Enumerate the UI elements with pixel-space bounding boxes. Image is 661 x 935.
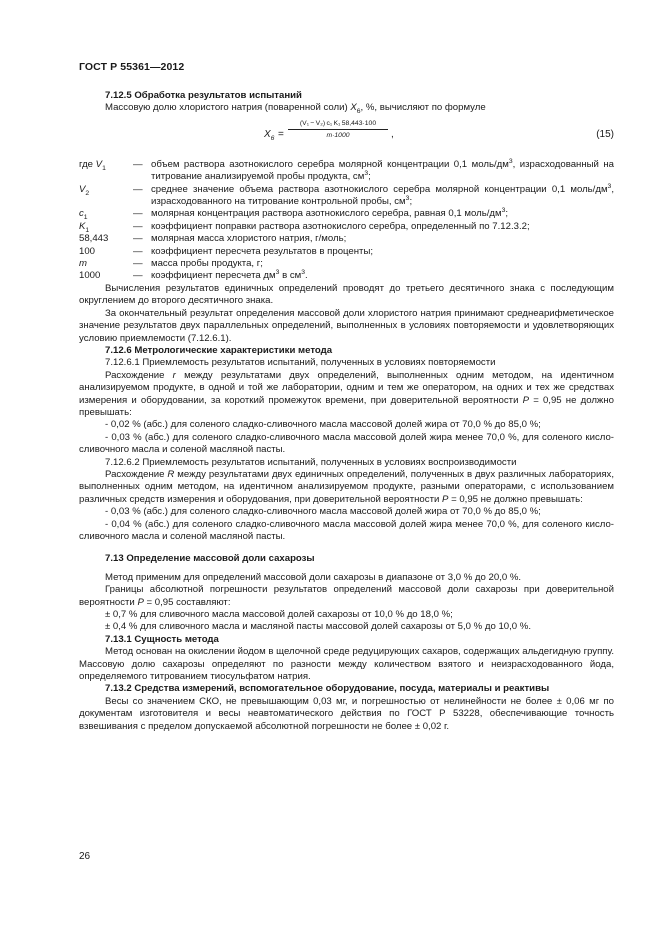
document-header: ГОСТ Р 55361—2012 <box>79 61 185 73</box>
list-item: - 0,04 % (абс.) для соленого сладко-сливочного масла массовой долей жира менее 70,0 %, для соленого кисло-сливочного масла и соленой масляной пасты. <box>79 518 614 542</box>
definitions-list <box>79 159 614 283</box>
paragraph-scales: Весы со значением СКО, не превышающим 0,03 мг, и погрешностью от нелинейности не более ± 0,06 мг по документам изготовителя и весы неавтоматического действия по ГОСТ Р 53228, обеспечивающие точность взвешивания с пределом допускаемой абсолютной погрешности не более ± 0,02 г. <box>79 695 614 732</box>
definition-row: 1000 — коэффициент пересчета $дм^3$ в $см^3$. <box>79 269 308 282</box>
formula-fraction <box>288 119 388 140</box>
definition-row: где $V_1$ — объем раствора азотнокислого серебра молярной концентрации 0,1 моль/$дм^3$, израсходованный на титрование анализируемой пробы продукта, $см^3$; <box>79 157 615 183</box>
formula-denominator: m·1000 <box>326 131 350 139</box>
formula-lhs: $X_6$ <box>264 128 275 142</box>
section-7-13-2-title: 7.13.2 Средства измерений, вспомогательное оборудование, посуда, материалы и реактивы <box>105 683 550 695</box>
paragraph-calculation: Вычисления результатов единичных определений проводят до третьего десятичного знака с последующим округлением до второго десятичного знака. <box>79 282 614 307</box>
document-body <box>79 90 614 733</box>
definition-row: 58,443 — молярная масса хлористого натрия, г/моль; <box>79 233 347 245</box>
paragraph-final-result: За окончательный результат определения массовой доли хлористого натрия принимают среднеарифметическое значение результатов двух параллельных определений, выполненных в условиях повторяемости и удовлетворяющих условию приемлемости (7.12.6.1). <box>79 307 614 344</box>
page-number: 26 <box>79 851 91 862</box>
paragraph-reproducibility: Расхождение R между результатами двух единичных определений, полученных в двух различных лабораториях, выполненных одним методом, на идентичном анализируемом продукте, разными операторами, с использованием различных средств измерения и оборудования, при доверительной вероятности P = 0,95 не должно превышать: <box>79 468 614 505</box>
list-item: ± 0,7 % для сливочного масла массовой долей сахарозы от 10,0 % до 18,0 %; <box>105 609 453 621</box>
section-7-12-6-title: 7.12.6 Метрологические характеристики метода <box>105 344 333 356</box>
section-7-12-5-title: 7.12.5 Обработка результатов испытаний <box>105 90 302 101</box>
definition-row: $V_2$ — среднее значение объема раствора азотнокислого серебра молярной концентрации 0,1 моль/$дм^3$, израсходованного на титрование контрольной пробы, $см^3$; <box>79 182 614 208</box>
definition-row: m — масса пробы продукта, г; <box>79 258 263 270</box>
section-7-12-6-1-title: 7.12.6.1 Приемлемость результатов испытаний, полученных в условиях повторяемости <box>105 357 496 369</box>
definition-row: $K_1$ — коэффициент поправки раствора азотнокислого серебра, определенный по 7.12.3.2; <box>79 220 530 234</box>
formula-15 <box>79 119 614 151</box>
list-item: - 0,03 % (абс.) для соленого сладко-сливочного масла массовой долей жира от 70,0 % до 85,0 %; <box>105 506 541 518</box>
paragraph-error-bounds: Границы абсолютной погрешности результатов определений массовой доли сахарозы при доверительной вероятности P = 0,95 составляют: <box>79 584 614 608</box>
list-item: ± 0,4 % для сливочного масла и масляной пасты массовой долей сахарозы от 5,0 % до 10,0 %. <box>105 621 531 633</box>
list-item: - 0,03 % (абс.) для соленого сладко-сливочного масла массовой долей жира менее 70,0 %, для соленого кисло-сливочного масла и соленой масляной пасты. <box>79 431 614 456</box>
formula-intro: Массовую долю хлористого натрия (поваренной соли) $X_6$, %, вычисляют по формуле <box>105 102 486 116</box>
definition-row: 100 — коэффициент пересчета результатов в проценты; <box>79 245 374 257</box>
definition-row: $c_1$ — молярная концентрация раствора азотнокислого серебра, равная 0,1 моль/$дм^3$; <box>79 207 509 222</box>
paragraph-method-essence: Метод основан на окислении йодом в щелочной среде редуцирующих сахаров, содержащих альдегидную группу. Массовую долю сахарозы определяют по разности между количеством взятого и неизрасходованного йода, определяемого титрованием тиосульфатом натрия. <box>79 646 614 683</box>
section-7-12-6-2-title: 7.12.6.2 Приемлемость результатов испытаний, полученных в условиях воспроизводимости <box>105 456 517 468</box>
section-7-13-title: 7.13 Определение массовой доли сахарозы <box>105 553 315 565</box>
formula-equals: = <box>278 128 284 140</box>
paragraph-method-range: Метод применим для определений массовой доли сахарозы в диапазоне от 3,0 % до 20,0 %. <box>105 571 522 583</box>
formula-comma: , <box>391 128 394 140</box>
paragraph-repeatability: Расхождение r между результатами двух определений, выполненных одним методом, на идентичном анализируемом продукте, в одной и той же лаборатории, одним и тем же оператором, на одних и тех же средствах измерения и оборудовании, за короткий промежуток времени, при доверительной вероятности P = 0,95 не должно превышать: <box>79 369 614 418</box>
section-7-13-1-title: 7.13.1 Сущность метода <box>105 633 219 645</box>
formula-number: (15) <box>596 128 614 140</box>
formula-numerator: (V₁ − V₂) c₁ K₁ 58,443·100 <box>288 119 388 130</box>
list-item: - 0,02 % (абс.) для соленого сладко-сливочного масла массовой долей жира от 70,0 % до 85,0 %; <box>105 419 541 431</box>
